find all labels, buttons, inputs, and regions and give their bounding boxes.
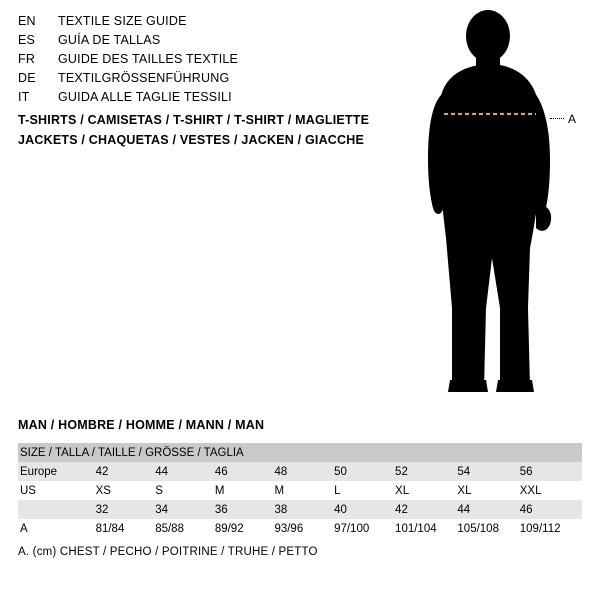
- language-text: GUIDE DES TAILLES TEXTILE: [58, 52, 239, 66]
- table-cell: 89/92: [215, 519, 275, 538]
- category-jackets: JACKETS / CHAQUETAS / VESTES / JACKEN / GIACCHE: [18, 133, 365, 147]
- table-cell: 93/96: [274, 519, 334, 538]
- table-cell: 46: [520, 500, 582, 519]
- language-code: EN: [18, 14, 36, 28]
- language-row: [18, 14, 398, 33]
- table-cell: XL: [395, 481, 457, 500]
- table-cell: S: [155, 481, 215, 500]
- table-cell: 38: [274, 500, 334, 519]
- category-list: [18, 110, 418, 150]
- table-cell: XS: [96, 481, 156, 500]
- table-row: [18, 519, 582, 538]
- table-row: [18, 481, 582, 500]
- table-group-label: MAN / HOMBRE / HOMME / MANN / MAN: [18, 418, 265, 432]
- table-cell: 54: [457, 462, 519, 481]
- language-list: [18, 14, 398, 109]
- table-cell: 44: [155, 462, 215, 481]
- table-cell: 97/100: [334, 519, 395, 538]
- table-cell: M: [274, 481, 334, 500]
- table-cell: M: [215, 481, 275, 500]
- table-cell: 34: [155, 500, 215, 519]
- language-text: TEXTILE SIZE GUIDE: [58, 14, 187, 28]
- row-label: Europe: [18, 462, 96, 481]
- language-text: TEXTILGRÖSSENFÜHRUNG: [58, 71, 230, 85]
- measure-leader-line: [550, 118, 564, 119]
- table-cell: 50: [334, 462, 395, 481]
- table-cell: 44: [457, 500, 519, 519]
- male-silhouette-figure: [400, 8, 600, 408]
- table-cell: 52: [395, 462, 457, 481]
- table-cell: 32: [96, 500, 156, 519]
- silhouette-icon: [400, 8, 600, 408]
- table-header-row: [18, 443, 582, 462]
- language-text: GUIDA ALLE TAGLIE TESSILI: [58, 90, 232, 104]
- table-cell: XXL: [520, 481, 582, 500]
- table-cell: 42: [96, 462, 156, 481]
- table-row: [18, 462, 582, 481]
- table-cell: 46: [215, 462, 275, 481]
- language-code: ES: [18, 33, 36, 47]
- language-code: IT: [18, 90, 30, 104]
- language-text: GUÍA DE TALLAS: [58, 33, 161, 47]
- language-code: FR: [18, 52, 36, 66]
- table-footnote: A. (cm) CHEST / PECHO / POITRINE / TRUHE / PETTO: [18, 546, 318, 558]
- table-cell: 81/84: [96, 519, 156, 538]
- measure-label-a: A: [568, 112, 577, 126]
- table-cell: 56: [520, 462, 582, 481]
- table-row: [18, 500, 582, 519]
- table-cell: 36: [215, 500, 275, 519]
- language-row: [18, 71, 398, 90]
- table-cell: 85/88: [155, 519, 215, 538]
- language-row: [18, 90, 398, 109]
- language-code: DE: [18, 71, 36, 85]
- table-cell: 48: [274, 462, 334, 481]
- row-label: [18, 500, 96, 519]
- table-cell: 42: [395, 500, 457, 519]
- language-row: [18, 33, 398, 52]
- table-cell: XL: [457, 481, 519, 500]
- table-cell: 101/104: [395, 519, 457, 538]
- category-tshirts: T-SHIRTS / CAMISETAS / T-SHIRT / T-SHIRT / MAGLIETTE: [18, 113, 370, 127]
- table-cell: 109/112: [520, 519, 582, 538]
- row-label: US: [18, 481, 96, 500]
- size-table: [18, 443, 582, 538]
- table-cell: L: [334, 481, 395, 500]
- language-row: [18, 52, 398, 71]
- table-cell: 40: [334, 500, 395, 519]
- table-cell: 105/108: [457, 519, 519, 538]
- table-header-label: SIZE / TALLA / TAILLE / GRÖSSE / TAGLIA: [18, 443, 582, 462]
- row-label: A: [18, 519, 96, 538]
